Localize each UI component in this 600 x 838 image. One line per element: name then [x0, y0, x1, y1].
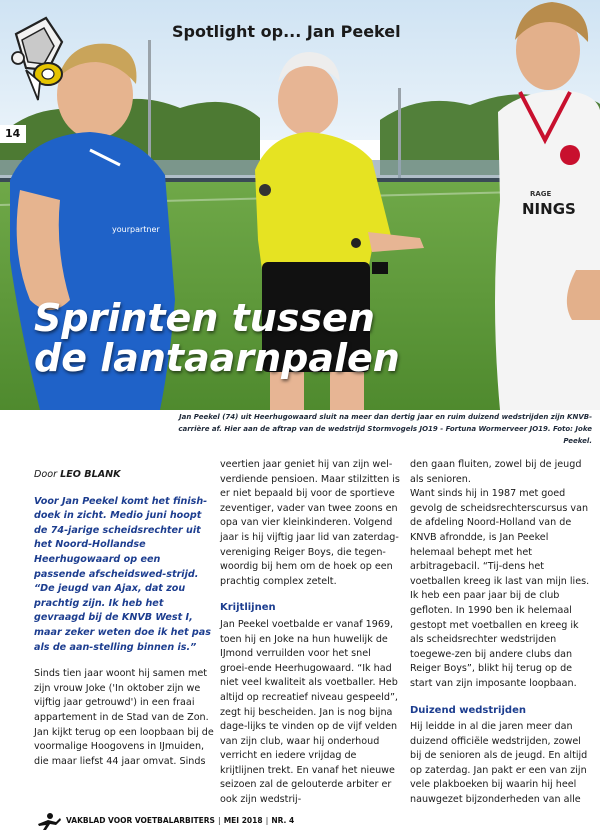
spotlight-logo [8, 12, 70, 104]
footer-text: VAKBLAD VOOR VOETBALARBITERS | MEI 2018 | NR. 4 [66, 816, 295, 825]
footer-issue: NR. 4 [271, 816, 295, 825]
col3-paragraph-1: den gaan fluiten, zowel bij de jeugd als senioren. [410, 459, 582, 485]
footer-magazine: VAKBLAD VOOR VOETBALARBITERS [66, 816, 215, 825]
shirt-text-right-top: RAGE [530, 190, 552, 198]
headline-line-2: de lantaarnpalen [34, 336, 400, 380]
col2-paragraph-2: Jan Peekel voetbalde er vanaf 1969, toen hij en Joke na hun huwelijk de IJmond verruilden voor het snel groei-ende Heerhugowaard. “Ik had niet veel kwaliteit als voetballer. Heb altijd op recreatief niveau gespeeld”, zegt hij bescheiden. Jan is nog bijna dage-lijks te vinden op de vijf velden van zijn club, waar hij onderhoud verricht en iedere vrijdag de krijtlijnen trekt. En vanaf het nieuwe seizoen zal de gelouterde arbiter er ook zijn wedstrij- [220, 618, 398, 806]
footer-date: MEI 2018 [223, 816, 263, 825]
subhead-duizend-wedstrijden: Duizend wedstrijden [410, 704, 526, 716]
article-intro: Voor Jan Peekel komt het finish-doek in zicht. Medio juni hoopt de 74-jarige scheidsrechter uit het Noord-Hollandse Heerhugowaard op een passende afscheidswed-strijd. “De jeugd van Ajax, dat zou prachtig zijn. Ik heb het gevraagd bij de KNVB West I, maar zeker weten doe ik het pas als de aan-stelling binnen is.” [34, 495, 211, 653]
col2-paragraph-1: veertien jaar geniet hij van zijn wel-verdiende pensioen. Maar stilzitten is er niet bepaald bij voor de sportieve zeventiger, vader van twee zoons en opa van vier kleinkinderen. Volgend jaar is hij vijftig jaar lid van zaterdag-vereniging Reiger Boys, die tegen-woordig bij hem om de hoek op een prachtig complex zetelt. [220, 459, 400, 587]
subhead-krijtlijnen: Krijtlijnen [220, 602, 276, 614]
byline [34, 468, 214, 483]
shirt-logo-left: yourpartner [112, 225, 160, 234]
page-number: 14 [0, 125, 26, 143]
col1-paragraph: Sinds tien jaar woont hij samen met zijn vrouw Joke ('In oktober zijn we vijftig jaar getrouwd') in een fraai appartement in de Stad van de Zon. Jan kijkt terug op een loopbaan bij de voormalige Hoogovens in IJmuiden, die maar liefst 44 jaar omvat. Sinds [34, 668, 214, 767]
photo-caption: Jan Peekel (74) uit Heerhugowaard sluit na meer dan dertig jaar en ruim duizend wedstrijden zijn KNVB-carrière af. Hier aan de aftrap van de wedstrijd Stormvogels JO19 - Fortuna Wormerveer JO19. Foto: Joke Peekel. [178, 413, 592, 445]
headline-line-1: Sprinten tussen [34, 296, 375, 340]
article-headline [34, 298, 400, 378]
section-label: Spotlight op... Jan Peekel [172, 22, 401, 41]
col3-paragraph-3: Hij leidde in al die jaren meer dan duizend officiële wedstrijden, zowel bij de senioren als de jeugd. En altijd op zaterdag. Jan pakt er een van zijn vele plakboeken bij waarin hij heel nauwgezet bijzonderheden van alle [410, 721, 588, 806]
article-column-2 [220, 458, 400, 820]
byline-prefix: Door [34, 469, 58, 480]
article-column-1 [34, 468, 214, 781]
spotlight-whistle-icon [8, 12, 70, 104]
article-column-3 [410, 458, 590, 820]
byline-author: LEO BLANK [60, 469, 121, 480]
page-footer [34, 812, 594, 832]
shirt-sponsor-right: NINGS [522, 200, 576, 218]
col3-paragraph-2: Want sinds hij in 1987 met goed gevolg de scheidsrechterscursus van de afdeling Noord-Holland van de KNVB afrondde, is Jan Peekel helemaal behept met het arbitragebacil. “Tij-dens het voetballen kreeg ik last van mijn lies. Ik heb een paar jaar bij de club gefloten. In 1990 ben ik helemaal gestopt met voetballen en kreeg ik als scheidsrechter wedstrijden toegewe-zen bij andere clubs dan Reiger Boys”, blikt hij terug op de start van zijn imposante loopbaan. [410, 488, 590, 689]
referee-silhouette-icon [34, 812, 62, 832]
